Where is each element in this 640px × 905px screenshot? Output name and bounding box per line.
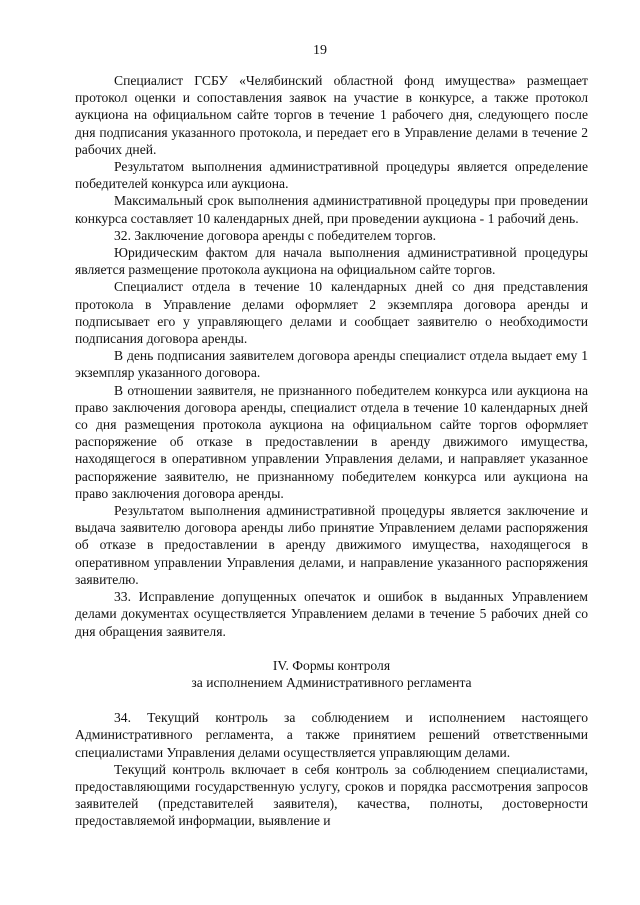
document-body — [75, 72, 588, 830]
paragraph: В отношении заявителя, не признанного победителем конкурса или аукциона на право заключения договора аренды, специалист отдела в течение 10 календарных дней со дня размещения протокола аукциона на официальном сайте торгов оформляет распоряжение об отказе в предоставлении в аренду движимого имущества, находящегося в оперативном управлении Управления делами, и направляет указанное распоряжение заявителю, не признанному победителем конкурса или аукциона на право заключения договора аренды. — [75, 382, 588, 501]
paragraph: Специалист отдела в течение 10 календарных дней со дня представления протокола в Управление делами оформляет 2 экземпляра договора аренды и подписывает его у управляющего делами и сообщает заявителю о необходимости подписания договора аренды. — [75, 279, 588, 347]
paragraph: Юридическим фактом для начала выполнения административной процедуры является размещение протокола аукциона на официальном сайте торгов. — [75, 245, 588, 278]
paragraph: 32. Заключение договора аренды с победителем торгов. — [114, 227, 437, 243]
section-heading: IV. Формы контроля — [272, 657, 391, 673]
page-number: 19 — [313, 43, 327, 58]
spacer — [75, 691, 588, 709]
paragraph: Текущий контроль включает в себя контроль за соблюдением специалистами, предоставляющими государственную услугу, сроков и порядка рассмотрения запросов заявителей (представителей заявителя), качества, полноты, достоверности предоставляемой информации, выявление и — [75, 761, 588, 829]
section-subheading: за исполнением Административного регламента — [191, 674, 472, 690]
paragraph: Результатом выполнения административной процедуры является определение победителей конкурса или аукциона. — [75, 159, 588, 192]
paragraph: Результатом выполнения административной процедуры является заключение и выдача заявителю договора аренды либо принятие Управлением делами распоряжения об отказе в предоставлении в аренду движимого имущества, находящегося в оперативном управлении Управления делами, и направление указанного распоряжения заявителю. — [75, 503, 588, 587]
paragraph: 33. Исправление допущенных опечаток и ошибок в выданных Управлением делами документах осуществляется Управлением делами в течение 5 рабочих дней со дня обращения заявителя. — [75, 589, 588, 639]
paragraph: Специалист ГСБУ «Челябинский областной фонд имущества» размещает протокол оценки и сопоставления заявок на участие в конкурсе, а также протокол аукциона на официальном сайте торгов в течение 1 рабочего дня, следующего после дня подписания указанного протокола, и передает его в Управление делами в течение 2 рабочих дней. — [75, 73, 588, 157]
paragraph: 34. Текущий контроль за соблюдением и исполнением настоящего Административного регламента, а также принятием решений ответственными специалистами Управления делами осуществляется управляющим делами. — [75, 710, 588, 760]
paragraph: Максимальный срок выполнения административной процедуры при проведении конкурса составляет 10 календарных дней, при проведении аукциона - 1 рабочий день. — [75, 193, 588, 226]
paragraph: В день подписания заявителем договора аренды специалист отдела выдает ему 1 экземпляр указанного договора. — [75, 348, 588, 381]
